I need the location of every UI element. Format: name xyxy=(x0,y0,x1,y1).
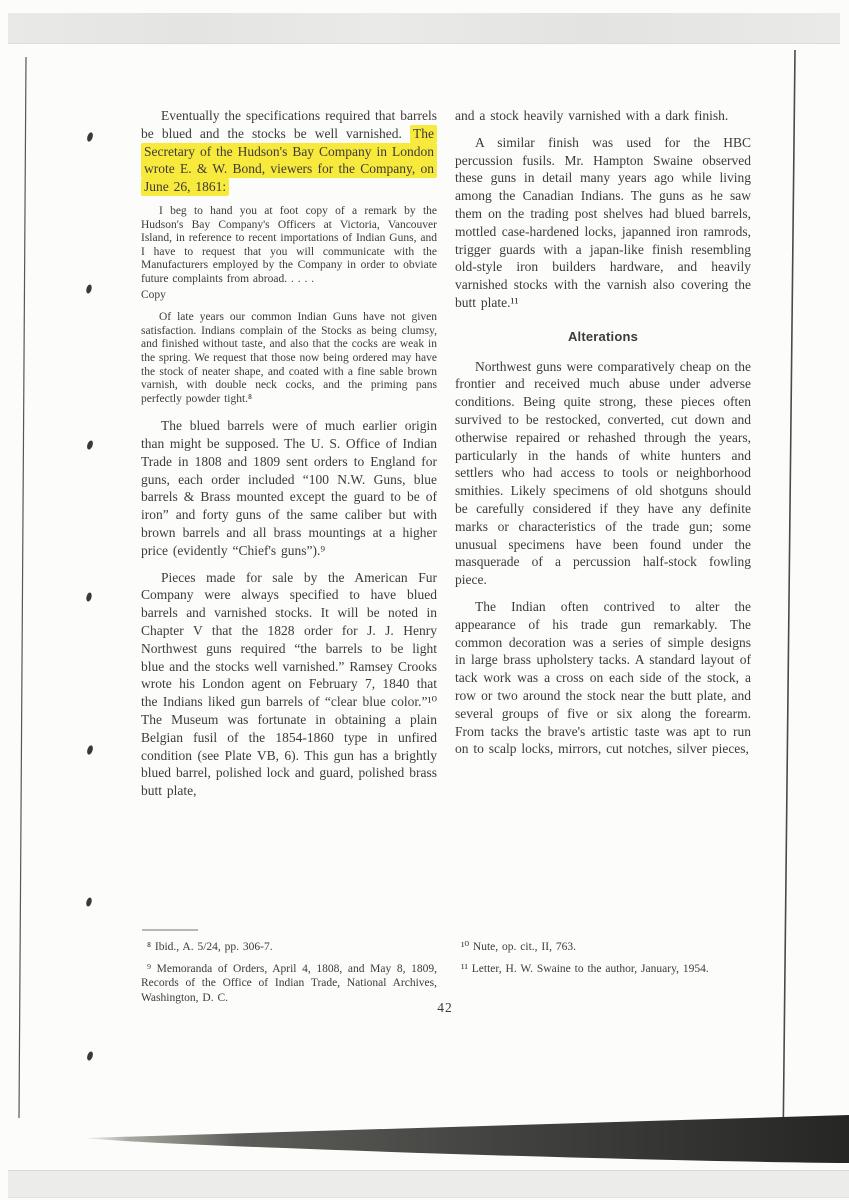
binding-marks xyxy=(85,132,94,1062)
paragraph-american-fur-company: Pieces made for sale by the American Fur Company were always specified to have blued barrels and varnished stocks. It will be noted in Chapter V that the 1828 order for J. J. Henry Northwest guns required “the barrels to be light blue and the stocks well varnished.” Ramsey Crooks wrote his London agent on February 7, 1840 that the Indians liked gun barrels of “clear blue color.”¹⁰ The Museum was fortunate in obtaining a plain Belgian fusil of the 1854-1860 type in unfired condition (see Plate VB, 6). This gun has a brightly blued barrel, polished lock and guard, polished brass butt plate, xyxy=(141,569,437,799)
paragraph-indian-decoration: The Indian often contrived to alter the appearance of his trade gun remarkably. The common decoration was a series of simple designs in large brass upholstery tacks. A standard layout of tack work was a cross on each side of the stock, a row or two around the stock near the butt plate, and several groups of five or six along the forearm. From tacks the brave's artistic taste was apt to run on to scalp locks, mirrors, cut notches, silver pieces, xyxy=(455,598,751,757)
scanner-artifact-top-band xyxy=(8,13,840,44)
binding-mark-icon xyxy=(86,1051,94,1062)
paragraph-continuation: and a stock heavily varnished with a dark finish. xyxy=(455,108,729,123)
right-column xyxy=(455,107,751,767)
section-heading-alterations: Alterations xyxy=(567,328,639,344)
scanner-artifact-bottom-wedge xyxy=(84,1115,849,1163)
block-quote-complaint: Of late years our common Indian Guns have not given satisfaction. Indians complain of the Stocks as being clumsy, and finished without taste, and also that the cocks are weak in the spring. We request that those now being ordered may have the stock of neater shape, and coated with a fine sable brown varnish, with double neck cocks, and the priming pans perfectly powder tight.⁸ xyxy=(141,311,437,405)
left-column xyxy=(141,107,437,809)
paragraph-blued-barrels: The blued barrels were of much earlier origin than might be supposed. The U. S. Office of Indian Trade in 1808 and 1809 sent orders to England for guns, each order included “100 N.W. Guns, blue barrels & Brass mounted except the guard to be of iron” and forty guns of the same caliber but with brown barrels and all brass mountings at a higher price (evidently “Chief's guns”).⁹ xyxy=(141,418,437,558)
paragraph-hbc-fusils: A similar finish was used for the HBC percussion fusils. Mr. Hampton Swaine observed these guns in detail many years ago while living among the Canadian Indians. The guns as he saw them on the trading post shelves had blued barrels, mottled case-hardened locks, japanned iron ramrods, trigger guards with a japan-like finish resembling old-style iron builders hardware, and heavily varnished stocks with the varnish also covering the butt plate.¹¹ xyxy=(455,134,751,310)
footnote-11: ¹¹ Letter, H. W. Swaine to the author, January, 1954. xyxy=(461,962,709,975)
highlighted-text: The Secretary of the Hudson's Bay Company in London wrote E. & W. Bond, viewers for the Company, on June 26, 1861: xyxy=(141,125,437,196)
right-footnotes xyxy=(455,940,751,983)
binding-mark-icon xyxy=(85,284,92,294)
binding-mark-icon xyxy=(85,897,92,907)
block-quote-copy-line: Copy xyxy=(141,288,166,301)
binding-mark-icon xyxy=(85,592,92,602)
footnote-8: ⁸ Ibid., A. 5/24, pp. 306-7. xyxy=(147,941,273,953)
paragraph-lead-text: Eventually the specifications required that barrels be blued and the stocks be well varnished. xyxy=(141,108,437,141)
paragraph-northwest-guns: Northwest guns were comparatively cheap on the frontier and received much abuse under adverse conditions. Being quite strong, these pieces often survived to be restocked, converted, cut down and otherwise repaired or rehashed through the years, particularly in the hands of white hunters and settlers who had access to tools or neighborhood smithies. Likely specimens of old shotguns should be carefully considered if they have any definite marks or characteristics of the trade gun; some unusual specimens have been found under the masquerade of a percussion half-stock fowling piece. xyxy=(455,358,751,588)
page-number: 42 xyxy=(437,1000,453,1015)
binding-mark-icon xyxy=(86,440,94,451)
footnote-9: ⁹ Memoranda of Orders, April 4, 1808, and May 8, 1809, Records of the Office of Indian Trade, National Archives, Washington, D. C. xyxy=(141,962,437,1004)
paragraph-specifications xyxy=(141,107,437,196)
scanner-artifact-bottom-strip xyxy=(8,1170,849,1198)
footnote-separator-rule xyxy=(142,929,198,931)
binding-mark-icon xyxy=(86,132,94,143)
block-quote-letter-intro: I beg to hand you at foot copy of a remark by the Hudson's Bay Company's Officers at Victoria, Vancouver Island, in reference to recent importations of Indian Guns, and I have to request that you will communicate with the Manufacturers employed by the Company in order to obviate future complaints from abroad. . . . . xyxy=(141,204,437,285)
page-edge-right-line xyxy=(783,50,795,1150)
page-edge-left-line xyxy=(19,57,26,1118)
binding-mark-icon xyxy=(86,745,94,756)
footnote-10: ¹⁰ Nute, op. cit., II, 763. xyxy=(461,941,576,953)
